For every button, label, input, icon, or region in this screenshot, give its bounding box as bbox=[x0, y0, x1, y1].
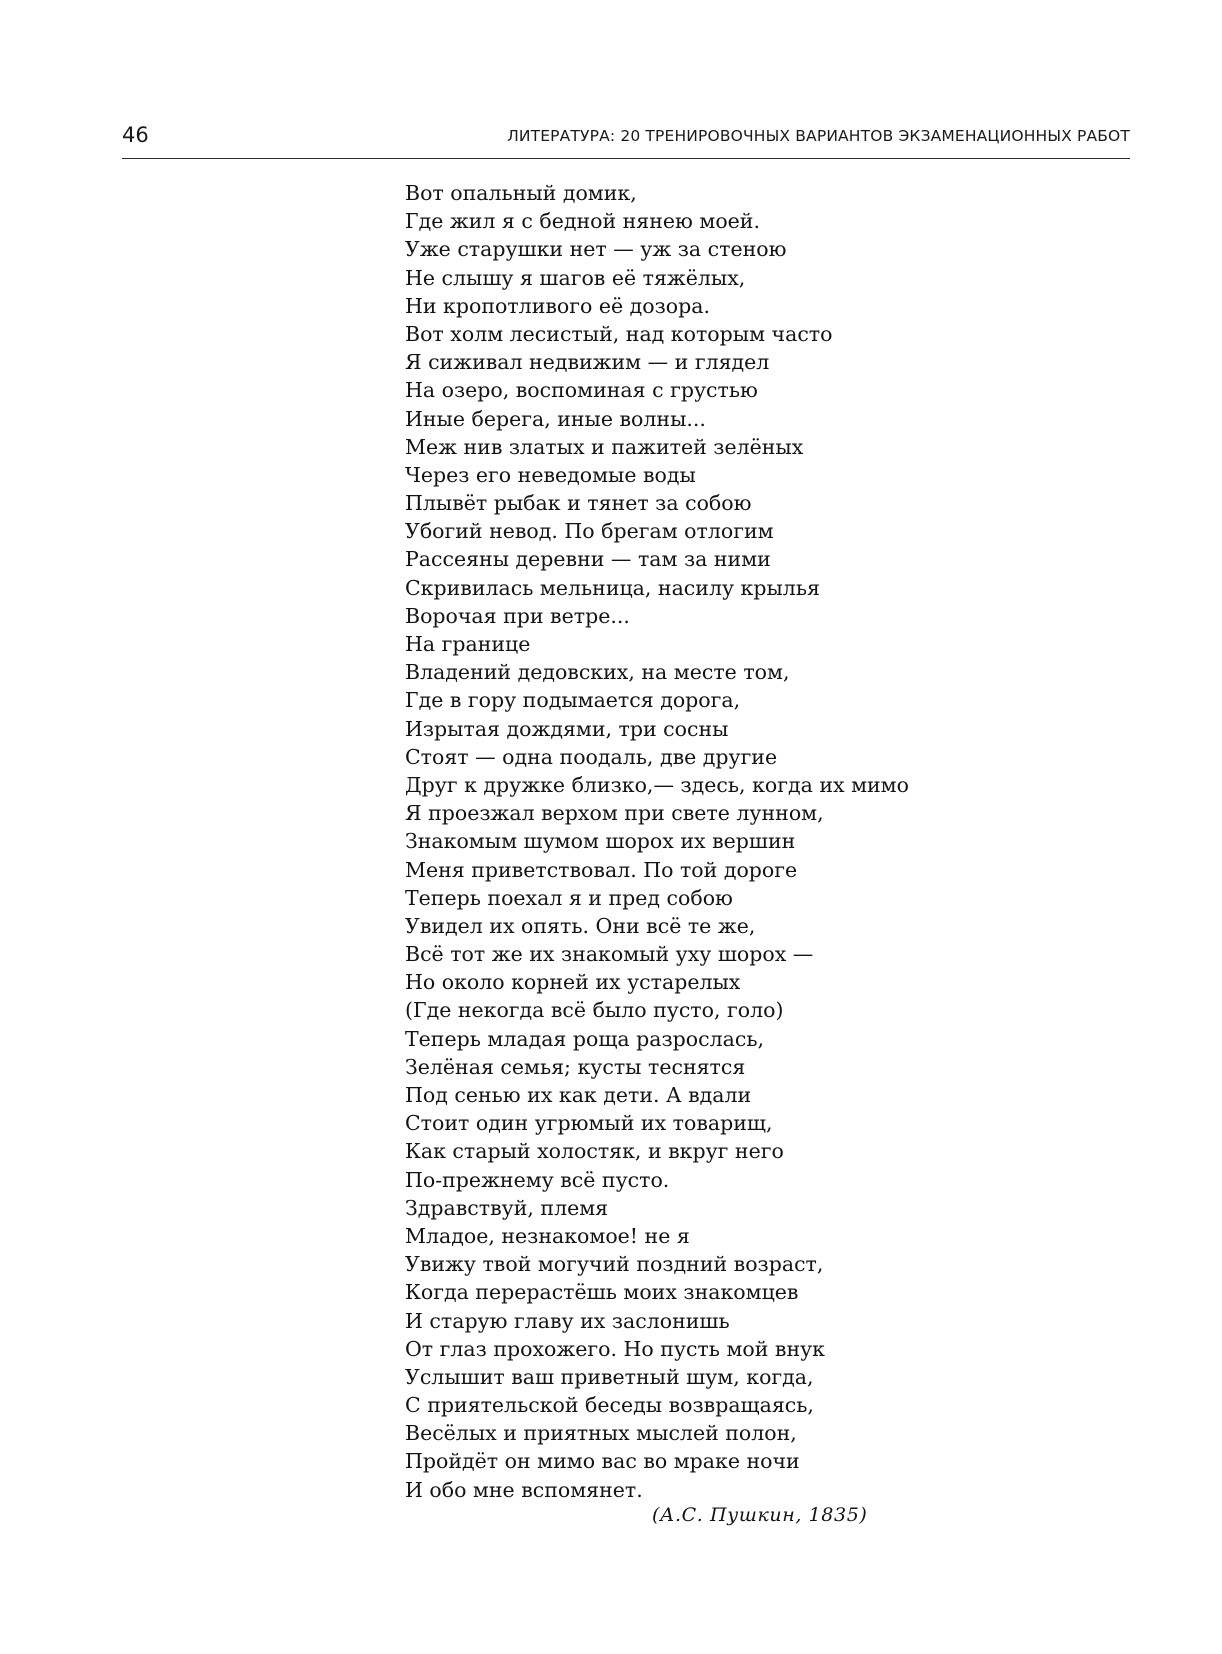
poem-line: Владений дедовских, на месте том, bbox=[405, 660, 790, 685]
poem-line: Здравствуй, племя bbox=[405, 1195, 609, 1220]
poem-line: Друг к дружке близко,— здесь, когда их мимо bbox=[405, 772, 909, 797]
poem-text bbox=[405, 179, 909, 1504]
running-title: ЛИТЕРАТУРА: 20 ТРЕНИРОВОЧНЫХ ВАРИАНТОВ ЭКЗАМЕНАЦИОННЫХ РАБОТ bbox=[507, 127, 1130, 145]
poem-line: Иные берега, иные волны... bbox=[405, 406, 706, 431]
poem-line: Изрытая дождями, три сосны bbox=[405, 716, 729, 741]
poem-line: Но около корней их устарелых bbox=[405, 970, 741, 995]
poem-line: Как старый холостяк, и вкруг него bbox=[405, 1139, 784, 1164]
poem-line: Я сиживал недвижим — и глядел bbox=[405, 350, 770, 375]
poem-line: По-прежнему всё пусто. bbox=[405, 1167, 670, 1192]
poem-line: Уже старушки нет — уж за стеною bbox=[405, 237, 787, 262]
poem-line: Плывёт рыбак и тянет за собою bbox=[405, 491, 752, 516]
poem-line: Убогий невод. По брегам отлогим bbox=[405, 519, 774, 544]
poem-line: Услышит ваш приветный шум, когда, bbox=[405, 1364, 814, 1389]
poem-line: Пройдёт он мимо вас во мраке ночи bbox=[405, 1449, 800, 1474]
poem-line: И обо мне вспомянет. bbox=[405, 1477, 643, 1502]
poem-line: Теперь поехал я и пред собою bbox=[405, 885, 733, 910]
poem-line: Под сенью их как дети. А вдали bbox=[405, 1083, 752, 1107]
poem-line: Увидел их опять. Они всё те же, bbox=[405, 913, 756, 938]
page-header bbox=[122, 122, 1130, 159]
poem-line: С приятельской беседы возвращаясь, bbox=[405, 1393, 814, 1418]
poem-line: Меня приветствовал. По той дороге bbox=[405, 857, 798, 882]
poem-line: Стоит один угрюмый их товарищ, bbox=[405, 1111, 773, 1136]
poem-line: Увижу твой могучий поздний возраст, bbox=[405, 1252, 824, 1277]
poem-line: Не слышу я шагов её тяжёлых, bbox=[405, 265, 746, 290]
page-number: 46 bbox=[122, 123, 149, 147]
poem-line: Я проезжал верхом при свете лунном, bbox=[405, 801, 824, 826]
poem-line: На границе bbox=[405, 632, 531, 656]
poem-line: Вот опальный домик, bbox=[405, 181, 637, 205]
poem-line: Через его неведомые воды bbox=[405, 462, 696, 487]
poem-line: На озеро, воспоминая с грустью bbox=[405, 378, 758, 403]
poem-line: (Где некогда всё было пусто, голо) bbox=[405, 998, 784, 1023]
poem-line: Ворочая при ветре... bbox=[405, 603, 630, 628]
poem-line: Весёлых и приятных мыслей полон, bbox=[405, 1421, 797, 1446]
poem-line: Ни кропотливого её дозора. bbox=[405, 293, 710, 318]
poem-line: Где в гору подымается дорога, bbox=[405, 688, 741, 713]
poem-line: От глаз прохожего. Но пусть мой внук bbox=[405, 1336, 825, 1361]
poem-line: Вот холм лесистый, над которым часто bbox=[405, 321, 833, 346]
poem-line: И старую главу их заслонишь bbox=[405, 1308, 730, 1333]
poem-line: Теперь младая роща разрослась, bbox=[405, 1026, 765, 1051]
poem-line: Когда перерастёшь моих знакомцев bbox=[405, 1280, 799, 1305]
poem-line: Где жил я с бедной нянею моей. bbox=[405, 209, 760, 234]
poem-line: Зелёная семья; кусты теснятся bbox=[405, 1054, 746, 1079]
poem-line: Меж нив златых и пажитей зелёных bbox=[405, 434, 804, 459]
poem-line: Скривилась мельница, насилу крылья bbox=[405, 575, 820, 600]
poem-line: Стоят — одна поодаль, две другие bbox=[405, 744, 778, 769]
poem-line: Знакомым шумом шорох их вершин bbox=[405, 829, 796, 854]
poem-line: Младое, незнакомое! не я bbox=[405, 1223, 690, 1248]
poem-attribution: (А.С. Пушкин, 1835) bbox=[652, 1504, 868, 1526]
poem-line: Всё тот же их знакомый уху шорох — bbox=[405, 942, 814, 967]
poem-line: Рассеяны деревни — там за ними bbox=[405, 547, 771, 572]
